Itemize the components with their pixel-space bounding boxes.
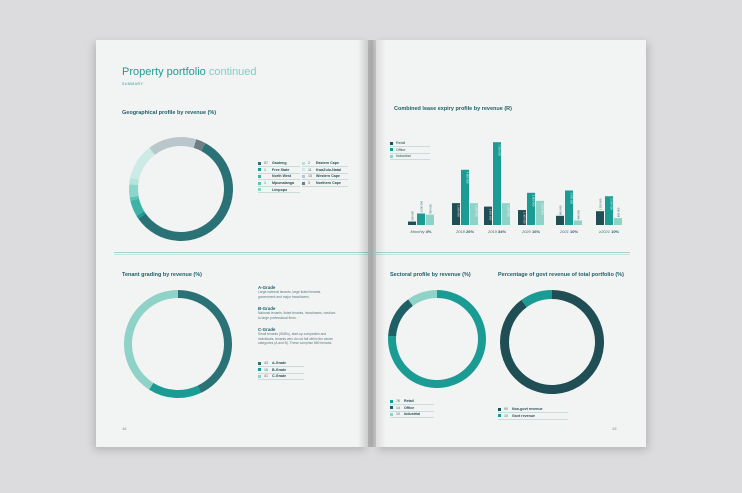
sectoral-heading: Sectoral profile by revenue (%) [390,272,471,278]
legend-item [258,160,300,167]
legend-label: Industrial [404,412,421,417]
b-grade-desc: National tenants, listed tenants, franchisees, medium to large professional firms. [258,311,336,320]
geo-legend-col1 [258,160,300,193]
bar-value-label: 600 000 [617,207,621,218]
divider [376,252,630,253]
legend-label: B-Grade [272,367,287,372]
legend-label: North West [272,174,292,179]
donut-slice-b-grade [149,383,201,398]
donut-slice-gauteng [138,143,233,241]
legend-swatch [302,168,305,171]
bar-value-label: 1 300 000 [522,212,526,224]
legend-label: C-Grade [272,374,287,379]
legend-label: Gauteng [272,161,287,166]
legend-pct: 43 [264,361,268,366]
divider [376,254,630,255]
page-subtitle: SUMMARY [122,82,144,86]
legend-pct: 76 [396,399,400,404]
legend-pct: 1 [264,181,266,186]
bar-retail-4 [556,216,564,225]
legend-swatch [498,414,501,417]
bar-value-label: 500 000 [411,211,415,221]
tenant-donut-chart [122,288,234,400]
legend-pct: 10 [504,413,508,418]
legend-swatch [258,362,261,365]
legend-pct: 15 [308,174,312,179]
legend-item [258,373,304,380]
title-main: Property portfolio [122,66,206,78]
donut-slice-industrial [408,290,437,306]
title-continued: continued [208,66,257,78]
govt-legend [498,406,568,419]
bar-industrial-4 [574,220,582,225]
c-grade-title: C-Grade [258,327,276,332]
bar-industrial-0 [426,215,434,225]
donut-slice-limpopo [129,184,139,197]
legend-item [498,406,568,413]
page-number: 19 [612,426,617,431]
legend-pct: 57 [264,161,268,166]
legend-swatch [258,188,261,191]
b-grade-title: B-Grade [258,306,276,311]
legend-item [498,413,568,420]
legend-item [258,360,304,367]
donut-slice-western-cape [149,137,196,155]
legend-item [302,167,348,174]
legend-swatch [258,182,261,185]
legend-label: Industrial [396,154,411,159]
bar-industrial-5 [614,218,622,225]
legend-item [390,405,434,412]
bar-category-label: 2021 10% [559,229,579,234]
legend-item [258,167,300,174]
bar-retail-0 [408,222,416,225]
legend-label: Office [396,147,406,152]
tenant-legend [258,360,304,380]
bar-value-label: 3 000 000 [569,192,573,205]
legend-item [258,367,304,374]
brochure-spread [96,40,648,447]
legend-swatch [258,368,261,371]
page-number: 16 [122,426,127,431]
legend-label: Govt revenue [512,413,535,418]
legend-item [258,186,300,193]
legend-pct: 10 [396,412,400,417]
legend-label: Retail [396,141,406,146]
legend-item [302,173,348,180]
legend-pct: 90 [504,407,508,412]
legend-swatch [390,400,393,403]
bar-value-label: 4 800 000 [465,171,469,184]
c-grade-text [258,328,336,345]
legend-pct: 11 [308,167,312,172]
legend-pct: 16 [264,367,268,372]
legend-item [390,411,434,418]
bar-office-0 [417,214,425,226]
legend-pct: 3 [308,181,310,186]
bar-category-label: 2019 34% [487,229,507,234]
legend-pct: 2 [308,161,310,166]
bar-value-label: 1 000 000 [420,200,424,213]
bar-value-label: 2 500 000 [609,198,613,210]
bar-value-label: 1 900 000 [506,205,510,217]
legend-swatch [302,175,305,178]
legend-swatch [258,162,261,165]
legend-label: Free State [272,167,290,172]
donut-slice-a-grade [178,290,232,393]
bar-value-label: 800 000 [559,205,563,215]
legend-pct: 1 [264,167,266,172]
geo-legend-col2 [302,160,348,186]
govt-heading: Percentage of govt revenue of total portfolio (%) [498,272,624,278]
legend-item [258,180,300,187]
legend-label: Western Cape [316,174,340,179]
legend-swatch [258,375,261,378]
left-page [96,40,368,447]
a-grade-title: A-Grade [258,285,276,290]
c-grade-desc: Small tenants (SMEs), start-up companies and individuals, tenants who do not fall within the above categories (A and B). These comprise 860 tenants. [258,332,333,345]
legend-label: KwaZulu-Natal [316,167,341,172]
legend-pct: 14 [396,405,400,410]
bar-value-label: 1 900 000 [474,205,478,217]
legend-label: Limpopo [272,187,288,192]
legend-label: Office [404,405,415,410]
tenant-heading: Tenant grading by revenue (%) [122,272,202,278]
lease-heading: Combined lease expiry profile by revenue (R) [394,106,512,112]
legend-item [302,160,348,167]
bar-value-label: 400 000 [577,210,581,220]
lease-bar-chart [376,120,646,240]
a-grade-text [258,286,336,299]
bar-value-label: 7 200 000 [497,144,501,156]
legend-label: A-Grade [272,361,287,366]
bar-value-label: 1 200 000 [599,198,603,211]
donut-slice-govt-revenue [521,290,552,307]
legend-swatch [390,413,393,416]
legend-swatch [302,182,305,185]
bar-value-label: 2 800 000 [531,194,535,207]
donut-slice-non-govt-revenue [500,290,604,394]
legend-swatch [258,175,261,178]
bar-category-label: Monthly 4% [410,229,432,234]
legend-swatch [390,406,393,409]
bar-value-label: 2 100 000 [540,202,544,215]
legend-swatch [498,408,501,411]
right-page [376,40,646,447]
legend-swatch [258,168,261,171]
legend-label: Non-govt revenue [512,407,543,412]
page-title [122,66,257,78]
donut-slice-kwazulu-natal [130,148,155,180]
divider [114,252,368,253]
legend-item [390,398,434,405]
geo-donut-chart [122,130,240,248]
a-grade-desc: Large national tenants, large listed tenants, government and major franchisees. [258,290,322,299]
donut-slice-office [388,299,413,336]
legend-pct: 41 [264,374,268,379]
legend-item [258,173,300,180]
legend-label: Mpumalanga [272,181,294,186]
legend-label: Eastern Cape [316,161,339,166]
geo-heading: Geographical profile by revenue (%) [122,110,217,116]
bar-category-label: ≥2021 10% [598,229,620,234]
legend-swatch [302,162,305,165]
legend-item [302,180,348,187]
legend-label: Retail [404,399,414,404]
divider [114,254,368,255]
b-grade-text [258,307,336,320]
bar-value-label: 1 600 000 [488,208,492,221]
sectoral-legend [390,398,434,418]
bar-retail-5 [596,211,604,225]
govt-donut-chart [498,288,606,396]
bar-value-label: 1 900 000 [456,205,460,217]
bar-category-label: 2020 16% [521,229,541,234]
bar-value-label: 900 000 [429,204,433,214]
donut-slice-c-grade [124,290,178,390]
legend-label: Northern Cape [316,181,341,186]
sectoral-donut-chart [386,288,488,390]
bar-category-label: 2018 26% [455,229,475,234]
